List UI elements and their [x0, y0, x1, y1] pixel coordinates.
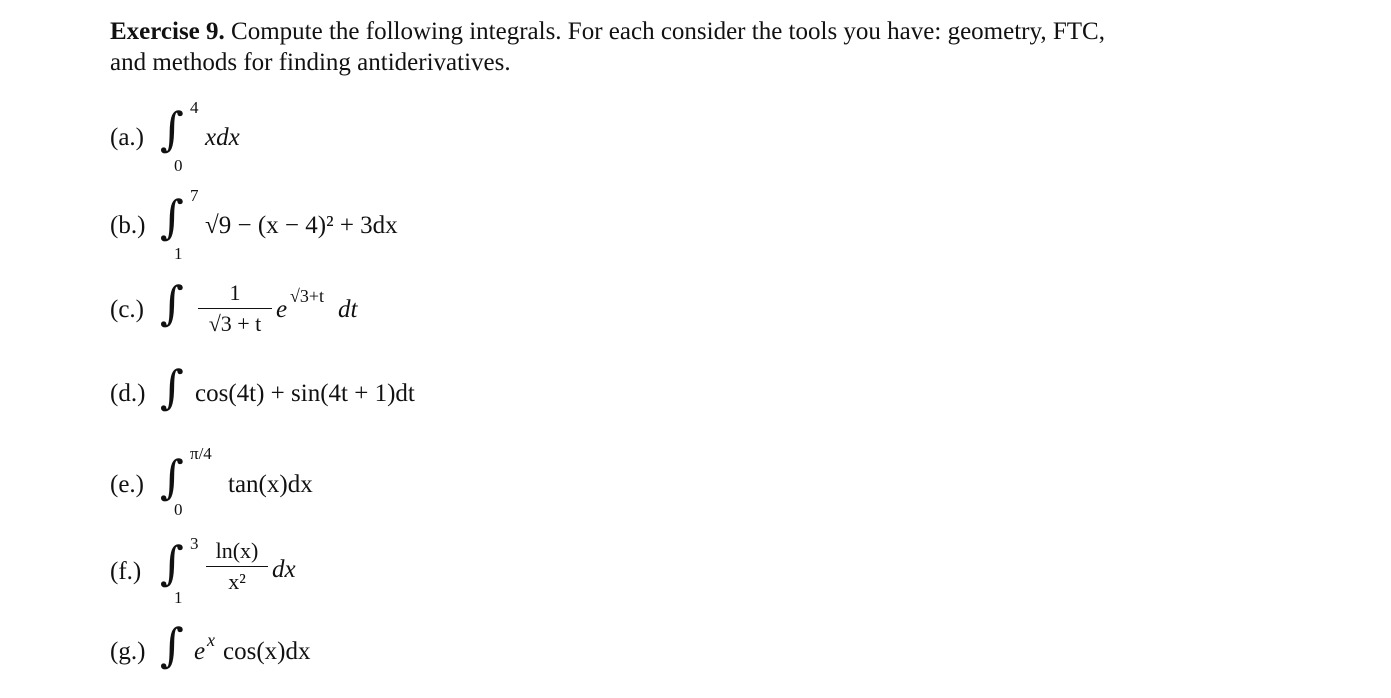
exp-base: e [276, 296, 288, 323]
fraction-bar [206, 566, 268, 567]
item-label: (c.) [110, 296, 144, 323]
exercise-intro [110, 16, 1330, 78]
upper-limit: π/4 [190, 444, 212, 463]
exp-superscript: √3+t [290, 286, 325, 306]
item-label: (g.) [110, 638, 146, 665]
lower-limit: 1 [174, 588, 183, 607]
exercise-instruction-line1: Compute the following integrals. For each consider the tools you have: geometry, FTC, [231, 18, 1105, 45]
item-label: (e.) [110, 471, 144, 498]
integral-sign: ∫ [160, 360, 184, 414]
exercise-heading: Exercise 9. [110, 18, 225, 45]
integral-d [110, 360, 810, 446]
lower-limit: 1 [174, 244, 183, 263]
integral-sign: ∫ [160, 618, 184, 672]
denominator: √3 + t [208, 311, 262, 336]
exp-base: e [194, 638, 206, 665]
integrand: cos(4t) + sin(4t + 1)dt [195, 380, 415, 407]
fraction [206, 538, 268, 595]
differential: dx [272, 556, 296, 583]
exercise-instruction-line2: and methods for finding antiderivatives. [110, 49, 511, 76]
exp-superscript: x [207, 630, 215, 650]
integral-sign: ∫ [160, 536, 184, 590]
integral-sign: ∫ [160, 102, 184, 156]
item-label: (f.) [110, 558, 142, 585]
lower-limit: 0 [174, 156, 183, 175]
numerator: ln(x) [215, 538, 259, 563]
integral-sign: ∫ [160, 450, 184, 504]
fraction [198, 280, 272, 337]
item-label: (b.) [110, 212, 146, 239]
numerator: 1 [229, 280, 241, 305]
integral-b [110, 186, 810, 266]
denominator: x² [228, 569, 246, 594]
integral-a [110, 100, 810, 180]
upper-limit: 4 [190, 98, 199, 117]
item-label: (d.) [110, 380, 146, 407]
integrand: tan(x)dx [228, 471, 313, 498]
integral-e [110, 444, 810, 524]
integral-sign: ∫ [160, 190, 184, 244]
lower-limit: 0 [174, 500, 183, 519]
upper-limit: 3 [190, 534, 199, 553]
differential: dt [338, 296, 358, 323]
integral-sign: ∫ [160, 276, 184, 330]
item-label: (a.) [110, 124, 144, 151]
integrand: cos(x)dx [223, 638, 311, 665]
integrand: xdx [205, 124, 240, 151]
integral-c [110, 276, 810, 356]
fraction-bar [198, 308, 272, 309]
integral-g [110, 618, 810, 698]
integrand: √9 − (x − 4)² + 3dx [205, 212, 398, 239]
integral-f [110, 532, 810, 612]
upper-limit: 7 [190, 186, 199, 205]
